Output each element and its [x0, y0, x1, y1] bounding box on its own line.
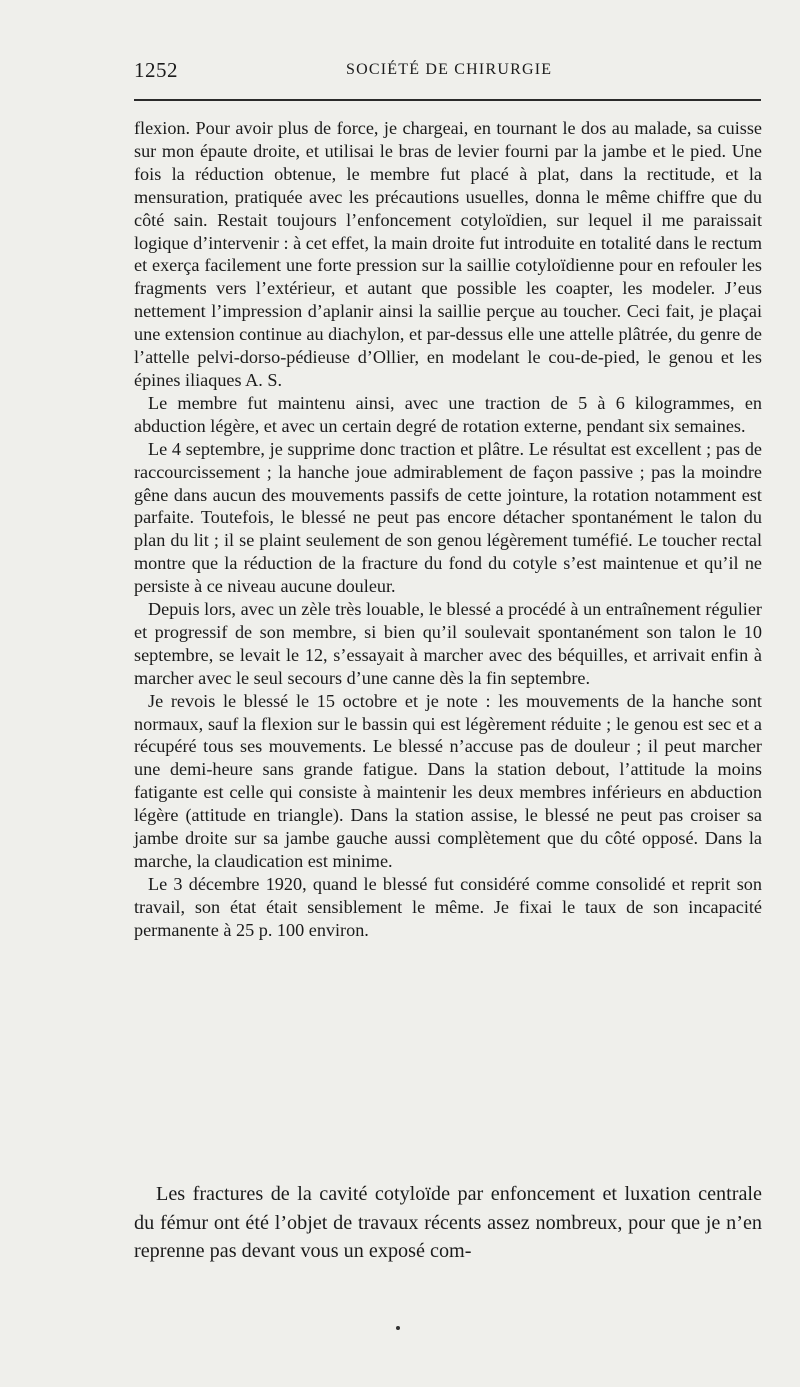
ink-speck [396, 1326, 400, 1330]
closing-paragraph: Les fractures de la cavité cotyloïde par enfoncement et luxation centrale du fémur ont été l’objet de travaux récents assez nombreux, pour que je n’en reprenne pas devant vous un exposé com- [134, 1183, 762, 1262]
paragraph: Le membre fut maintenu ainsi, avec une traction de 5 à 6 kilogrammes, en abduction légère, et avec un certain degré de rotation externe, pendant six semaines. [134, 392, 762, 436]
body-text [134, 117, 762, 942]
paragraph: Le 4 septembre, je supprime donc traction et plâtre. Le résultat est excellent ; pas de raccourcissement ; la hanche joue admirablement de façon passive ; pas la moindre gêne dans aucun des mouvements passifs de cette jointure, la rotation notamment est parfaite. Toutefois, le blessé ne peut pas encore détacher spontanément le talon du plan du lit ; il se plaint seulement de son genou légèrement tuméfié. Le toucher rectal montre que la réduction de la fracture du fond du cotyle s’est maintenue et qu’il ne persiste à ce niveau aucune douleur. [134, 438, 762, 597]
paragraph: Depuis lors, avec un zèle très louable, le blessé a procédé à un entraînement régulier et progressif de son membre, si bien qu’il soulevait spontanément son talon le 10 septembre, se levait le 12, s’essayait à marcher avec des béquilles, et arrivait enfin à marcher avec le seul secours d’une canne dès la fin septembre. [134, 599, 762, 688]
running-head [134, 58, 762, 84]
journal-title: SOCIÉTÉ DE CHIRURGIE [346, 61, 553, 78]
paragraph: Le 3 décembre 1920, quand le blessé fut considéré comme consolidé et reprit son travail, son état était sensiblement le même. Je fixai le taux de son incapacité permanente à 25 p. 100 environ. [134, 873, 762, 940]
paragraph: Je revois le blessé le 15 octobre et je note : les mouvements de la hanche sont normaux, sauf la flexion sur le bassin qui est légèrement réduite ; le genou est sec et a récupéré tous ses mouvements. Le blessé n’accuse pas de douleur ; il peut marcher une demi-heure sans grande fatigue. Dans la station debout, l’attitude la moins fatigante est celle qui consiste à maintenir les deux membres inférieurs en abduction légère (attitude en triangle). Dans la station assise, le blessé ne peut pas croiser sa jambe droite sur sa jambe gauche aussi complètement que du côté opposé. Dans la marche, la claudication est minime. [134, 690, 762, 871]
page-number: 1252 [134, 58, 178, 82]
closing-text [134, 1180, 762, 1266]
paragraph-continued: flexion. Pour avoir plus de force, je chargeai, en tournant le dos au malade, sa cuisse sur mon épaute droite, et utilisai le bras de levier fourni par la jambe et le pied. Une fois la réduction obtenue, le membre fut placé à plat, dans la rectitude, et la mensuration, pratiquée avec les précautions usuelles, donna le même chiffre que du côté sain. Restait toujours l’enfoncement cotyloïdien, sur lequel il me paraissait logique d’intervenir : à cet effet, la main droite fut introduite en totalité dans le rectum et exerça facilement une forte pression sur la saillie cotyloïdienne pour en refouler les fragments vers l’extérieur, et autant que possible les coapter, les modeler. J’eus nettement l’impression d’aplanir ainsi la saillie perçue au toucher. Ceci fait, je plaçai une extension continue au diachylon, et par-dessus elle une attelle plâtrée, du genre de l’attelle pelvi-dorso-pédieuse d’Ollier, en modelant le cou-de-pied, le genou et les épines iliaques A. S. [134, 118, 762, 390]
header-rule [134, 99, 761, 101]
